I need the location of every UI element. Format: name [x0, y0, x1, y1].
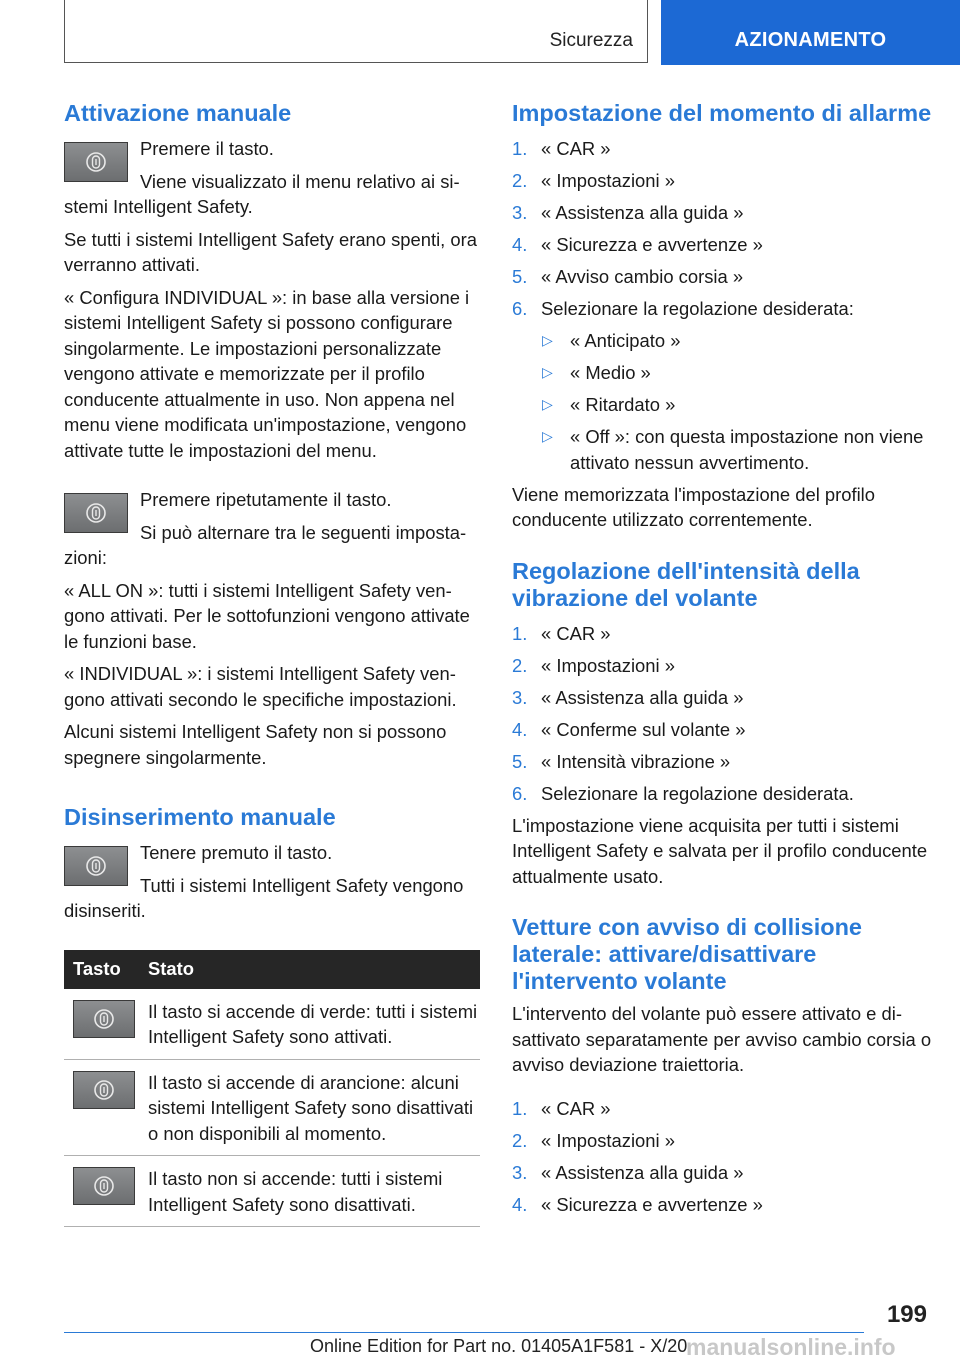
- intelligent-safety-button-icon: [64, 846, 128, 886]
- rep-p5: Alcuni sistemi Intelligent Safety non si possono spegnere singolarmente.: [64, 721, 447, 768]
- list-item: 4. « Sicurezza e avvertenze »: [512, 234, 763, 255]
- col-header-tasto: Tasto: [64, 950, 139, 989]
- momento-options: [512, 328, 932, 475]
- dis-p2: Tutti i sistemi Intelligent Safety vengono disinseriti.: [64, 874, 464, 921]
- table-cell-stato: Il tasto si accende di arancione: alcuni sistemi Intelligent Safety sono disattivati o non disponibili al momento.: [139, 1059, 480, 1156]
- list-item: 3. « Assistenza alla guida »: [512, 686, 744, 708]
- ripetuto-block: [64, 487, 480, 571]
- col-header-stato: Stato: [139, 950, 480, 989]
- list-item: 3. « Assistenza alla guida »: [512, 1161, 744, 1183]
- table-row: [64, 989, 480, 1060]
- list-item: 1. « CAR »: [512, 138, 611, 159]
- stato-table: [64, 950, 480, 1228]
- right-column: [512, 100, 932, 1224]
- intelligent-safety-button-icon: [73, 1000, 135, 1038]
- dis-p1: Tenere premuto il tasto.: [140, 842, 333, 863]
- list-item: ▷ « Medio »: [512, 360, 932, 386]
- rep-p2: Si può alternare tra le seguenti impostazioni:: [64, 521, 467, 568]
- list-item: ▷ « Off »: con questa impostazione non viene attivato nessun avvertimento.: [542, 426, 924, 473]
- rep-p3: « ALL ON »: tutti i sistemi Intelligent Safety vengono attivati. Per le sottofunzioni vengono attivate le funzioni base.: [64, 579, 470, 652]
- momento-note: Viene memorizzata l'impostazione del profilo conducente utilizzato correntemente.: [512, 483, 875, 530]
- collisione-p: L'intervento del volante può essere attivato e disattivato separatamente per avviso cambio corsia o avviso deviazione traiettoria.: [512, 1003, 932, 1075]
- intelligent-safety-button-icon: [64, 493, 128, 533]
- list-item: 1. « CAR »: [512, 1097, 611, 1119]
- list-item: ▷ « Anticipato »: [512, 328, 932, 354]
- edition-text: Online Edition for Part no. 01405A1F581 - X/20: [310, 1336, 688, 1356]
- collisione-steps: [512, 1096, 932, 1218]
- left-column: [64, 100, 480, 1227]
- list-item: 4. « Conferme sul volante »: [512, 718, 746, 740]
- list-item: 3. « Assistenza alla guida »: [512, 202, 744, 223]
- triangle-bullet-icon: ▷: [542, 364, 553, 380]
- chapter-tab[interactable]: [661, 0, 960, 65]
- intelligent-safety-button-icon: [73, 1167, 135, 1205]
- chapter-tab-label: AZIONAMENTO: [734, 29, 887, 51]
- momento-steps: [512, 136, 932, 322]
- page-number: 199: [886, 1301, 927, 1328]
- intelligent-safety-button-icon: [64, 142, 128, 182]
- list-item: 5. « Intensità vibrazione »: [512, 750, 731, 772]
- list-item: ▷ « Ritardato »: [512, 392, 932, 418]
- list-item: 1. « CAR »: [512, 622, 611, 644]
- triangle-bullet-icon: ▷: [542, 428, 553, 444]
- triangle-bullet-icon: ▷: [542, 332, 553, 348]
- watermark: manualsonline.info: [686, 1334, 896, 1360]
- vibrazione-steps: [512, 621, 932, 807]
- heading-momento: Impostazione del momento di allarme: [512, 100, 932, 126]
- list-item: 2. « Impostazioni »: [512, 1129, 675, 1151]
- table-cell-stato: Il tasto non si accende: tutti i sistemi Intelligent Safety sono disattivati.: [139, 1156, 480, 1227]
- table-cell-stato: Il tasto si accende di verde: tutti i sistemi Intelligent Safety sono attivati.: [139, 989, 480, 1060]
- list-item: 4. « Sicurezza e avvertenze »: [512, 1193, 763, 1215]
- heading-disinserimento: Disinserimento manuale: [64, 804, 336, 830]
- section-tab[interactable]: [64, 0, 648, 63]
- attivazione-block: [64, 136, 480, 220]
- disinserimento-block: [64, 840, 480, 924]
- heading-vibrazione: Regolazione dell'intensità della vibrazione del volante: [512, 557, 860, 611]
- list-item: 5. « Avviso cambio corsia »: [512, 266, 744, 287]
- att-p3: Se tutti i sistemi Intelligent Safety erano spenti, ora verranno attivati.: [64, 228, 477, 275]
- footer-divider: [64, 1332, 864, 1333]
- intelligent-safety-button-icon: [73, 1071, 135, 1109]
- section-tab-label: Sicurezza: [549, 30, 633, 51]
- list-item: 6. Selezionare la regolazione desiderata.: [512, 782, 854, 804]
- rep-p1: Premere ripetutamente il tasto.: [140, 489, 392, 510]
- heading-collisione: Vetture con avviso di collisione laterale: attivare/disattivare l'intervento volante: [512, 914, 862, 994]
- heading-attivazione: Attivazione manuale: [64, 100, 292, 126]
- table-row: [64, 1059, 480, 1156]
- rep-p4: « INDIVIDUAL »: i sistemi Intelligent Safety vengono attivati secondo le specifiche impostazioni.: [64, 663, 457, 710]
- att-p4: « Configura INDIVIDUAL »: in base alla versione i sistemi Intelligent Safety si possono configurare singolarmente. Le impostazioni personalizzate vengono attivate e memorizzate per il profilo conducente attualmente in uso. Non appena nel menu viene modificata un'impostazione, vengono attivate tutte le impostazioni del menu.: [64, 286, 470, 461]
- page-header: [0, 0, 960, 66]
- att-p2: Viene visualizzato il menu relativo ai sistemi Intelligent Safety.: [64, 170, 460, 217]
- list-item: 2. « Impostazioni »: [512, 170, 675, 191]
- att-p1: Premere il tasto.: [140, 138, 274, 159]
- vibrazione-note: L'impostazione viene acquisita per tutti i sistemi Intelligent Safety e salvata per il profilo conducente attualmente usato.: [512, 814, 928, 887]
- table-row: [64, 1156, 480, 1227]
- list-item: 2. « Impostazioni »: [512, 654, 675, 676]
- triangle-bullet-icon: ▷: [542, 396, 553, 412]
- list-item: 6. Selezionare la regolazione desiderata:: [512, 298, 854, 319]
